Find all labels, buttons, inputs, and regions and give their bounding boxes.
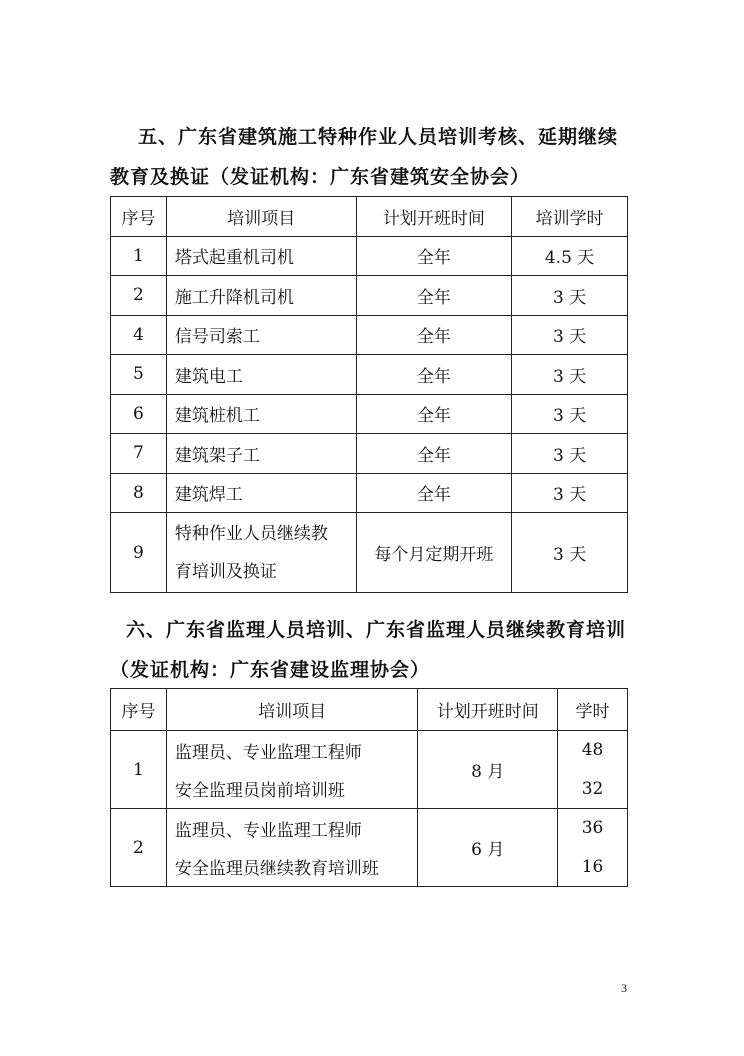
row-hours-b: 16 — [558, 848, 628, 887]
header-no: 序号 — [111, 197, 167, 237]
row-no: 4 — [111, 315, 167, 355]
row-time: 全年 — [356, 315, 512, 355]
row-time: 每个月定期开班 — [356, 513, 512, 593]
row-hours: 3 天 — [512, 434, 628, 474]
row-item-b: 安全监理员岗前培训班 — [166, 770, 417, 809]
table-row — [111, 355, 628, 395]
section5-heading-line1: 五、广东省建筑施工特种作业人员培训考核、延期继续 — [138, 126, 619, 148]
header-hours: 培训学时 — [512, 197, 628, 237]
row-item-line2: 育培训及换证 — [174, 561, 277, 582]
table-row — [111, 473, 628, 513]
table-header-row — [111, 197, 628, 237]
row-item: 建筑桩机工 — [166, 394, 356, 434]
section5-heading-line2: 教育及换证（发证机构：广东省建筑安全协会） — [110, 166, 531, 188]
table-row — [111, 434, 628, 474]
row-no: 5 — [111, 355, 167, 395]
header-hours: 学时 — [558, 689, 628, 731]
table-row — [111, 236, 628, 276]
row-hours: 4.5 天 — [512, 236, 628, 276]
section5-heading — [110, 117, 630, 197]
row-item: 施工升降机司机 — [166, 276, 356, 316]
row-hours-b: 32 — [558, 770, 628, 809]
row-no: 1 — [111, 731, 167, 809]
row-no: 2 — [111, 276, 167, 316]
row-item: 建筑焊工 — [166, 473, 356, 513]
row-item: 建筑电工 — [166, 355, 356, 395]
table-row — [111, 731, 628, 770]
header-time: 计划开班时间 — [418, 689, 558, 731]
row-item-a: 监理员、专业监理工程师 — [166, 731, 417, 770]
section6-table — [110, 688, 628, 887]
row-no: 8 — [111, 473, 167, 513]
row-time: 8 月 — [418, 731, 558, 809]
row-hours: 3 天 — [512, 513, 628, 593]
row-hours: 3 天 — [512, 394, 628, 434]
row-item-line1: 特种作业人员继续教 — [174, 523, 328, 544]
row-time: 全年 — [356, 276, 512, 316]
row-time: 全年 — [356, 394, 512, 434]
header-item: 培训项目 — [166, 689, 417, 731]
row-time: 全年 — [356, 434, 512, 474]
row-item — [166, 513, 356, 593]
row-no: 2 — [111, 809, 167, 887]
row-item: 塔式起重机司机 — [166, 236, 356, 276]
section5-table — [110, 196, 628, 593]
row-time: 全年 — [356, 355, 512, 395]
row-time: 全年 — [356, 473, 512, 513]
row-no: 9 — [111, 513, 167, 593]
row-hours-a: 36 — [558, 809, 628, 848]
row-no: 6 — [111, 394, 167, 434]
header-item: 培训项目 — [166, 197, 356, 237]
row-hours: 3 天 — [512, 355, 628, 395]
section6-heading-line2: （发证机构：广东省建设监理协会） — [110, 659, 431, 681]
table-row — [111, 394, 628, 434]
row-item: 信号司索工 — [166, 315, 356, 355]
row-item-a: 监理员、专业监理工程师 — [166, 809, 417, 848]
header-no: 序号 — [111, 689, 167, 731]
table-row — [111, 809, 628, 848]
section6-heading — [110, 610, 630, 690]
row-no: 1 — [111, 236, 167, 276]
section6-heading-line1: 六、广东省监理人员培训、广东省监理人员继续教育培训 — [126, 619, 627, 641]
row-no: 7 — [111, 434, 167, 474]
row-hours: 3 天 — [512, 315, 628, 355]
row-item: 建筑架子工 — [166, 434, 356, 474]
row-item-b: 安全监理员继续教育培训班 — [166, 848, 417, 887]
table-row — [111, 276, 628, 316]
row-hours: 3 天 — [512, 276, 628, 316]
row-time: 全年 — [356, 236, 512, 276]
page-number: 3 — [621, 981, 627, 995]
table-header-row — [111, 689, 628, 731]
row-hours-a: 48 — [558, 731, 628, 770]
table-row — [111, 513, 628, 593]
header-time: 计划开班时间 — [356, 197, 512, 237]
row-hours: 3 天 — [512, 473, 628, 513]
table-row — [111, 315, 628, 355]
row-time: 6 月 — [418, 809, 558, 887]
